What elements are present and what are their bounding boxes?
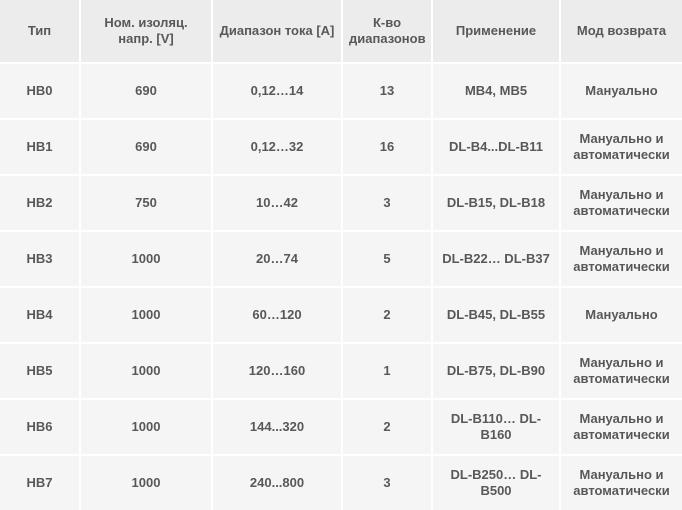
cell-current-range: 240...800 xyxy=(212,455,342,510)
table-row xyxy=(0,455,682,510)
cell-current-range: 144...320 xyxy=(212,399,342,455)
column-header-ranges-count: К-во диапазонов xyxy=(342,0,432,63)
table-header-row xyxy=(0,0,682,63)
cell-voltage: 690 xyxy=(80,119,212,175)
cell-voltage: 690 xyxy=(80,63,212,119)
cell-voltage: 750 xyxy=(80,175,212,231)
column-header-reset-mode: Мод возврата xyxy=(560,0,682,63)
cell-reset-mode: Мануально и автоматически xyxy=(560,231,682,287)
cell-application: DL-B4...DL-B11 xyxy=(432,119,560,175)
cell-application: DL-B250… DL-B500 xyxy=(432,455,560,510)
cell-ranges-count: 1 xyxy=(342,343,432,399)
cell-reset-mode: Мануально и автоматически xyxy=(560,175,682,231)
cell-type: HB5 xyxy=(0,343,80,399)
table-row xyxy=(0,399,682,455)
cell-reset-mode: Мануально xyxy=(560,287,682,343)
cell-application: DL-B15, DL-B18 xyxy=(432,175,560,231)
cell-reset-mode: Мануально и автоматически xyxy=(560,119,682,175)
cell-voltage: 1000 xyxy=(80,287,212,343)
column-header-type: Тип xyxy=(0,0,80,63)
cell-type: HB1 xyxy=(0,119,80,175)
column-header-application: Применение xyxy=(432,0,560,63)
cell-ranges-count: 16 xyxy=(342,119,432,175)
table-header xyxy=(0,0,682,63)
cell-application: DL-B75, DL-B90 xyxy=(432,343,560,399)
cell-type: HB6 xyxy=(0,399,80,455)
table-row xyxy=(0,63,682,119)
cell-current-range: 20…74 xyxy=(212,231,342,287)
cell-type: HB0 xyxy=(0,63,80,119)
cell-reset-mode: Мануально и автоматически xyxy=(560,455,682,510)
cell-ranges-count: 5 xyxy=(342,231,432,287)
cell-type: HB2 xyxy=(0,175,80,231)
cell-type: HB4 xyxy=(0,287,80,343)
cell-reset-mode: Мануально xyxy=(560,63,682,119)
cell-application: DL-B22… DL-B37 xyxy=(432,231,560,287)
cell-type: HB7 xyxy=(0,455,80,510)
cell-current-range: 60…120 xyxy=(212,287,342,343)
table-row xyxy=(0,343,682,399)
cell-application: DL-B45, DL-B55 xyxy=(432,287,560,343)
cell-ranges-count: 3 xyxy=(342,175,432,231)
cell-application: MB4, MB5 xyxy=(432,63,560,119)
cell-reset-mode: Мануально и автоматически xyxy=(560,399,682,455)
cell-ranges-count: 3 xyxy=(342,455,432,510)
cell-type: HB3 xyxy=(0,231,80,287)
table-row xyxy=(0,287,682,343)
table-row xyxy=(0,119,682,175)
cell-current-range: 120…160 xyxy=(212,343,342,399)
column-header-current-range: Диапазон тока [A] xyxy=(212,0,342,63)
cell-ranges-count: 2 xyxy=(342,287,432,343)
cell-ranges-count: 13 xyxy=(342,63,432,119)
cell-reset-mode: Мануально и автоматически xyxy=(560,343,682,399)
cell-current-range: 0,12…14 xyxy=(212,63,342,119)
cell-current-range: 10…42 xyxy=(212,175,342,231)
cell-current-range: 0,12…32 xyxy=(212,119,342,175)
cell-voltage: 1000 xyxy=(80,343,212,399)
cell-ranges-count: 2 xyxy=(342,399,432,455)
cell-application: DL-B110… DL-B160 xyxy=(432,399,560,455)
cell-voltage: 1000 xyxy=(80,231,212,287)
table-row xyxy=(0,175,682,231)
cell-voltage: 1000 xyxy=(80,399,212,455)
table-row xyxy=(0,231,682,287)
cell-voltage: 1000 xyxy=(80,455,212,510)
column-header-voltage: Ном. изоляц. напр. [V] xyxy=(80,0,212,63)
table-body xyxy=(0,63,682,510)
